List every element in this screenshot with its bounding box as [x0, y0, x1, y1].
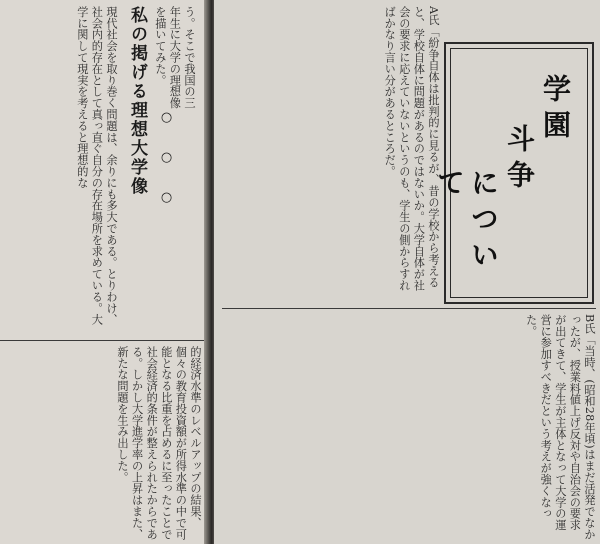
- title-line-3: について: [433, 168, 500, 276]
- left-marks: ○ ○ ○: [159, 110, 174, 211]
- title-box: [433, 42, 594, 304]
- left-heading: 私の掲げる理想大学像: [127, 6, 147, 196]
- right-body-b: B氏「当時、(昭和28年頃)はまだ活発でなかったが、授業料値上げ反対や自治会の要求が出てきて、学生が主体となって大学の運営に参加すべきだという考えが強くなった。: [524, 314, 596, 540]
- title-line-2: 斗争: [503, 124, 536, 196]
- left-rule: [0, 340, 204, 341]
- left-intro-end: う。そこで我国の三年生に大学の理想像を描いてみた。: [153, 6, 196, 109]
- title-line-1: 学園: [539, 74, 572, 146]
- right-rule: [222, 308, 596, 309]
- left-body-col-1: 現代社会を取り巻く問題は、余りにも多大である。とりわけ、社会内的存在として真っ直ぐ自分の存在場所を求めている。大学に関して現実を考えると理想的な: [75, 6, 118, 326]
- left-lower-1: 的経済水準のレベルアップの結果、個々の教育投資額が所得水準の中で可能となる比重を占めるに至ったことで社会経済的条件が整えられたからである。しかし大学進学率の上昇はまた、新たな問題を生み出した。: [116, 346, 202, 540]
- right-body-a: A氏「紛争自体は批判的に見るが、昔の学校から考えると、学校自体に問題があるのではないか。大学自体が社会の要求に応えていないというのも、学生の側からすればかなり言い分があるところだ。: [383, 6, 440, 291]
- left-page: [0, 0, 208, 544]
